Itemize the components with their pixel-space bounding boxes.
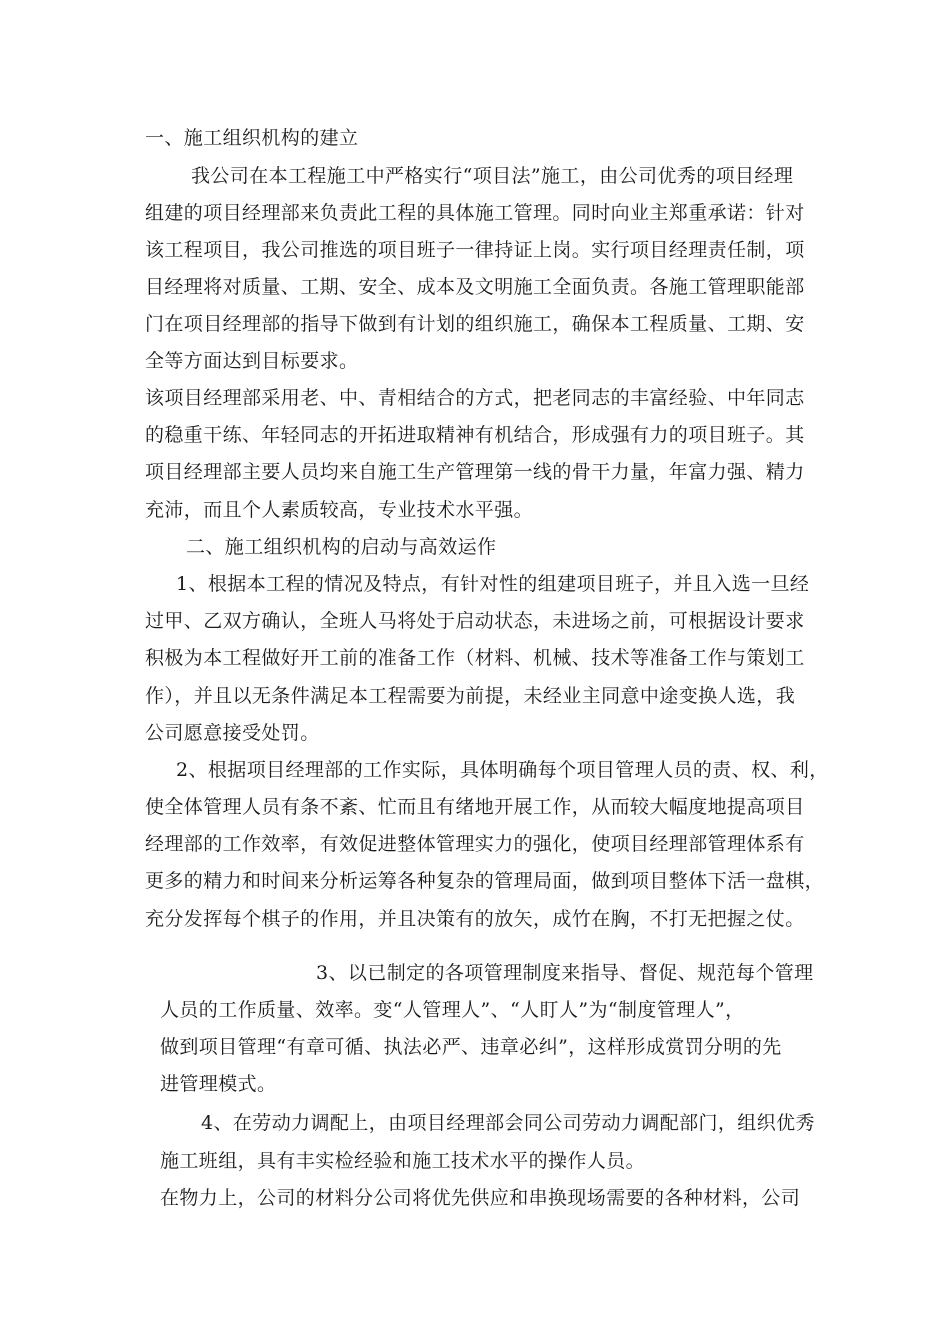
paragraph-line: 公司愿意接受处罚。: [145, 722, 320, 744]
paragraph-line: 1、根据本工程的情况及特点，有针对性的组建项目班子，并且入选一旦经: [176, 573, 810, 595]
section-heading-2: 二、施工组织机构的启动与高效运作: [186, 536, 497, 558]
paragraph-line: 施工班组，具有丰实检经验和施工技术水平的操作人员。: [160, 1150, 646, 1172]
paragraph-line: 项目经理部主要人员均来自施工生产管理第一线的骨干力量，年富力强、精力: [145, 461, 805, 483]
paragraph-line: 充沛，而且个人素质较高，专业技术水平强。: [145, 499, 534, 521]
paragraph-line: 作），并且以无条件满足本工程需要为前提，未经业主同意中途变换人选，我: [145, 685, 796, 707]
paragraph-line: 3、以已制定的各项管理制度来指导、督促、规范每个管理: [316, 962, 814, 984]
paragraph-line: 经理部的工作效率，有效促进整体管理实力的强化，使项目经理部管理体系有: [145, 833, 805, 855]
paragraph-line: 组建的项目经理部来负责此工程的具体施工管理。同时向业主郑重承诺：针对: [145, 202, 805, 224]
paragraph-line: 该项目经理部采用老、中、青相结合的方式，把老同志的丰富经验、中年同志: [145, 387, 805, 409]
paragraph-line: 我公司在本工程施工中严格实行“项目法”施工，由公司优秀的项目经理: [191, 165, 794, 187]
paragraph-line: 做到项目管理“有章可循、执法必严、违章必纠”，这样形成赏罚分明的先: [160, 1036, 782, 1058]
section-heading-1: 一、施工组织机构的建立: [145, 127, 359, 149]
paragraph-line: 2、根据项目经理部的工作实际，具体明确每个项目管理人员的责、权、利，: [176, 759, 829, 781]
paragraph-line: 全等方面达到目标要求。: [145, 350, 359, 372]
paragraph-line: 使全体管理人员有条不紊、忙而且有绪地开展工作，从而较大幅度地提高项目: [145, 796, 805, 818]
paragraph-line: 充分发挥每个棋子的作用，并且决策有的放矢，成竹在胸，不打无把握之仗。: [145, 908, 805, 930]
paragraph-line: 在物力上，公司的材料分公司将优先供应和串换现场需要的各种材料，公司: [160, 1187, 801, 1209]
paragraph-line: 更多的精力和时间来分析运筹各种复杂的管理局面，做到项目整体下活一盘棋，: [145, 870, 825, 892]
paragraph-line: 积极为本工程做好开工前的准备工作（材料、机械、技术等准备工作与策划工: [145, 647, 805, 669]
paragraph-line: 进管理模式。: [160, 1073, 277, 1095]
paragraph-line: 门在项目经理部的指导下做到有计划的组织施工，确保本工程质量、工期、安: [145, 313, 805, 335]
paragraph-line: 该工程项目，我公司推选的项目班子一律持证上岗。实行项目经理责任制，项: [145, 239, 805, 261]
paragraph-line: 4、在劳动力调配上，由项目经理部会同公司劳动力调配部门，组织优秀: [201, 1112, 815, 1134]
paragraph-line: 的稳重干练、年轻同志的开拓进取精神有机结合，形成强有力的项目班子。其: [145, 424, 805, 446]
paragraph-line: 过甲、乙双方确认，全班人马将处于启动状态，未进场之前，可根据设计要求: [145, 610, 805, 632]
paragraph-line: 人员的工作质量、效率。变“人管理人”、“人盯人”为“制度管理人”，: [160, 999, 745, 1021]
paragraph-line: 目经理将对质量、工期、安全、成本及文明施工全面负责。各施工管理职能部: [145, 276, 805, 298]
